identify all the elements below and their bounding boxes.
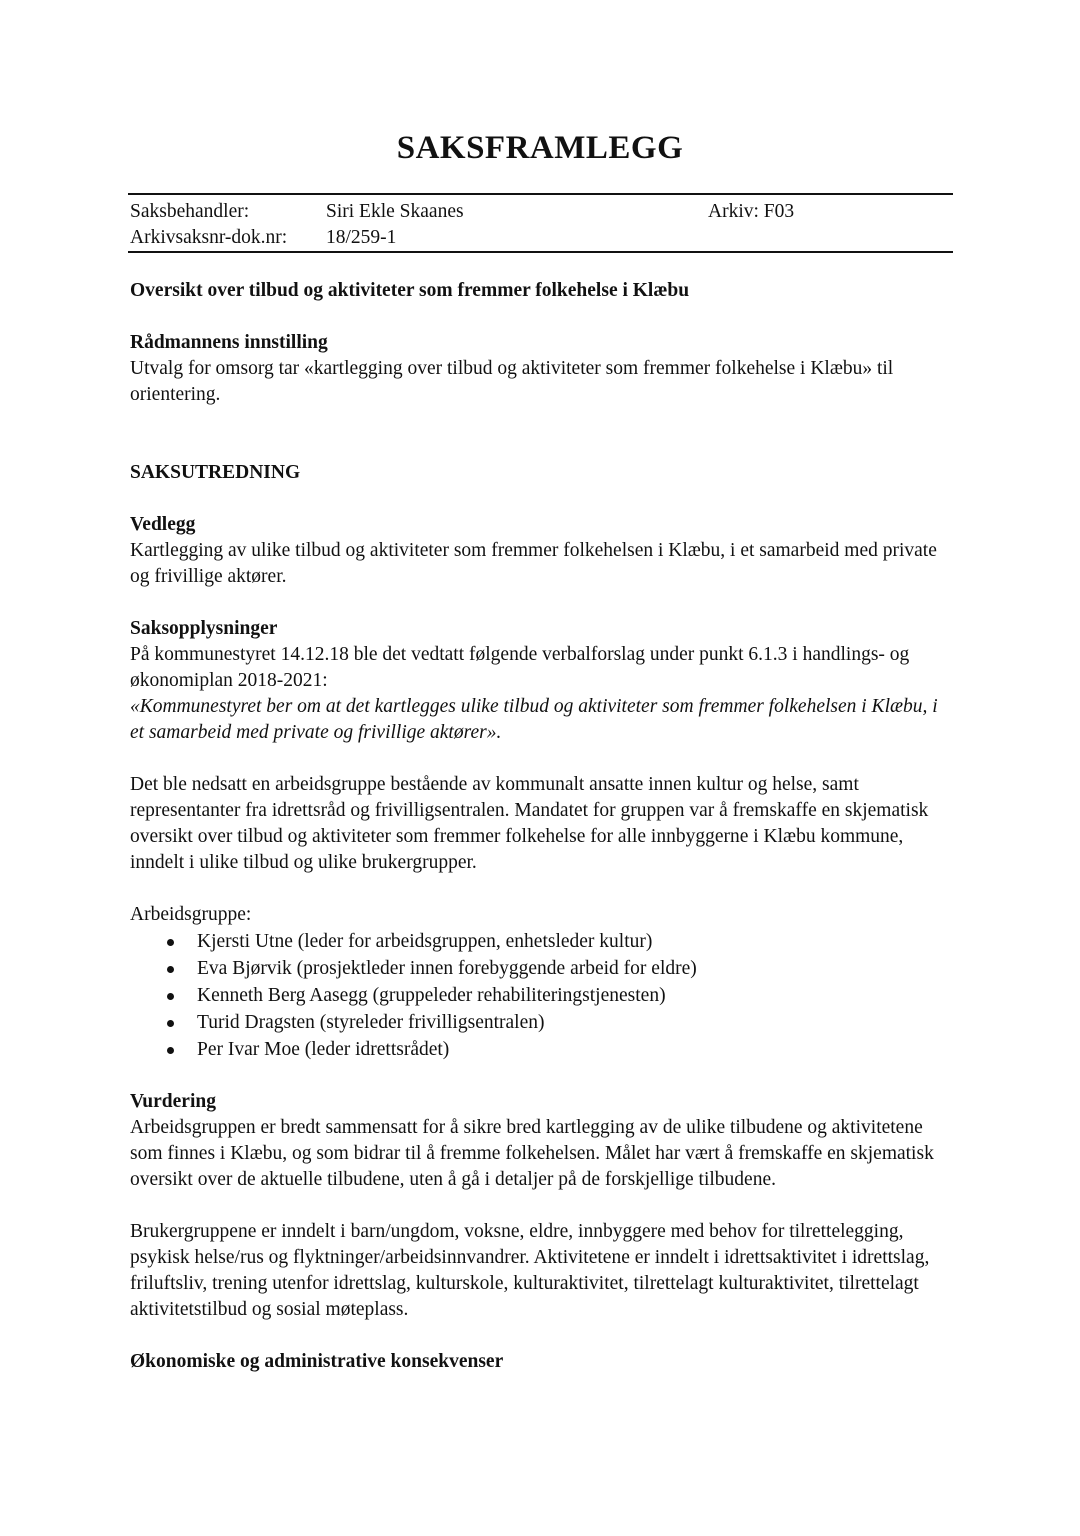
bullet-icon (167, 939, 174, 946)
saksbehandler-value: Siri Ekle Skaanes (326, 201, 464, 222)
resolution-quote: «Kommunestyret ber om at det kartlegges ulike tilbud og aktiviteter som fremmer folkehelsen i Klæbu, i et samarbeid med private og frivillige aktører». (130, 696, 938, 743)
working-group-list (130, 928, 955, 1063)
bullet-icon (167, 1020, 174, 1027)
arkiv-code: Arkiv: F03 (708, 201, 795, 222)
saksbehandler-label: Saksbehandler: (130, 201, 250, 222)
case-subject: Oversikt over tilbud og aktiviteter som fremmer folkehelse i Klæbu (130, 280, 690, 301)
list-item (157, 955, 955, 982)
bullet-icon (167, 1047, 174, 1054)
case-info-heading: Saksopplysninger (130, 618, 278, 639)
list-item (157, 928, 955, 955)
attachments-text: Kartlegging av ulike tilbud og aktiviteter som fremmer folkehelsen i Klæbu, i et samarbeid med private og frivillige aktører. (130, 540, 937, 587)
member-name: Eva Bjørvik (prosjektleder innen forebyggende arbeid for eldre) (197, 958, 697, 979)
assessment-paragraph-2: Brukergruppene er inndelt i barn/ungdom, voksne, eldre, innbyggere med behov for tilrettelegging, psykisk helse/rus og flyktninger/arbeidsinnvandrer. Aktivitetene er inndelt i idrettsaktivitet i idrettslag, friluftsliv, trening utenfor idrettslag, kulturskole, kulturaktivitet, tilrettelagt kulturaktivitet, tilrettelagt aktivitetstilbud og sosial møteplass. (130, 1221, 930, 1320)
list-item (157, 982, 955, 1009)
working-group-paragraph: Det ble nedsatt en arbeidsgruppe bestående av kommunalt ansatte innen kultur og helse, samt representanter fra idrettsråd og frivilligsentralen. Mandatet for gruppen var å fremskaffe en skjematisk oversikt over tilbud og aktiviteter som fremmer folkehelse for alle innbyggerne i Klæbu kommune, inndelt i ulike tilbud og ulike brukergrupper. (130, 774, 929, 873)
document-title: SAKSFRAMLEGG (396, 130, 684, 166)
consequences-heading: Økonomiske og administrative konsekvenser (130, 1351, 504, 1372)
bullet-icon (167, 993, 174, 1000)
arkivsaksnr-value: 18/259-1 (326, 227, 397, 248)
member-name: Per Ivar Moe (leder idrettsrådet) (197, 1039, 450, 1060)
member-name: Kjersti Utne (leder for arbeidsgruppen, enhetsleder kultur) (197, 931, 653, 952)
section-heading-saksutredning: SAKSUTREDNING (130, 462, 301, 483)
assessment-paragraph-1: Arbeidsgruppen er bredt sammensatt for å sikre bred kartlegging av de ulike tilbudene og aktivitetene som finnes i Klæbu, og som bidrar til å fremme folkehelsen. Målet har vært å fremskaffe en skjematisk oversikt over de aktuelle tilbudene, uten å gå i detaljer på de forskjellige tilbudene. (130, 1117, 934, 1190)
header-top-rule (128, 193, 953, 195)
list-item (157, 1009, 955, 1036)
recommendation-text: Utvalg for omsorg tar «kartlegging over tilbud og aktiviteter som fremmer folkehelse i Klæbu» til orientering. (130, 358, 894, 405)
header-bottom-rule (128, 251, 953, 253)
document-body (130, 278, 955, 1375)
list-item (157, 1036, 955, 1063)
recommendation-heading: Rådmannens innstilling (130, 332, 328, 353)
member-name: Kenneth Berg Aasegg (gruppeleder rehabiliteringstjenesten) (197, 985, 666, 1006)
assessment-heading: Vurdering (130, 1091, 216, 1112)
bullet-icon (167, 966, 174, 973)
working-group-label: Arbeidsgruppe: (130, 904, 252, 925)
member-name: Turid Dragsten (styreleder frivilligsentralen) (197, 1012, 545, 1033)
case-info-text: På kommunestyret 14.12.18 ble det vedtatt følgende verbalforslag under punkt 6.1.3 i handlings- og økonomiplan 2018-2021: (130, 644, 910, 691)
arkivsaksnr-label: Arkivsaksnr-dok.nr: (130, 227, 288, 248)
attachments-heading: Vedlegg (130, 514, 196, 535)
